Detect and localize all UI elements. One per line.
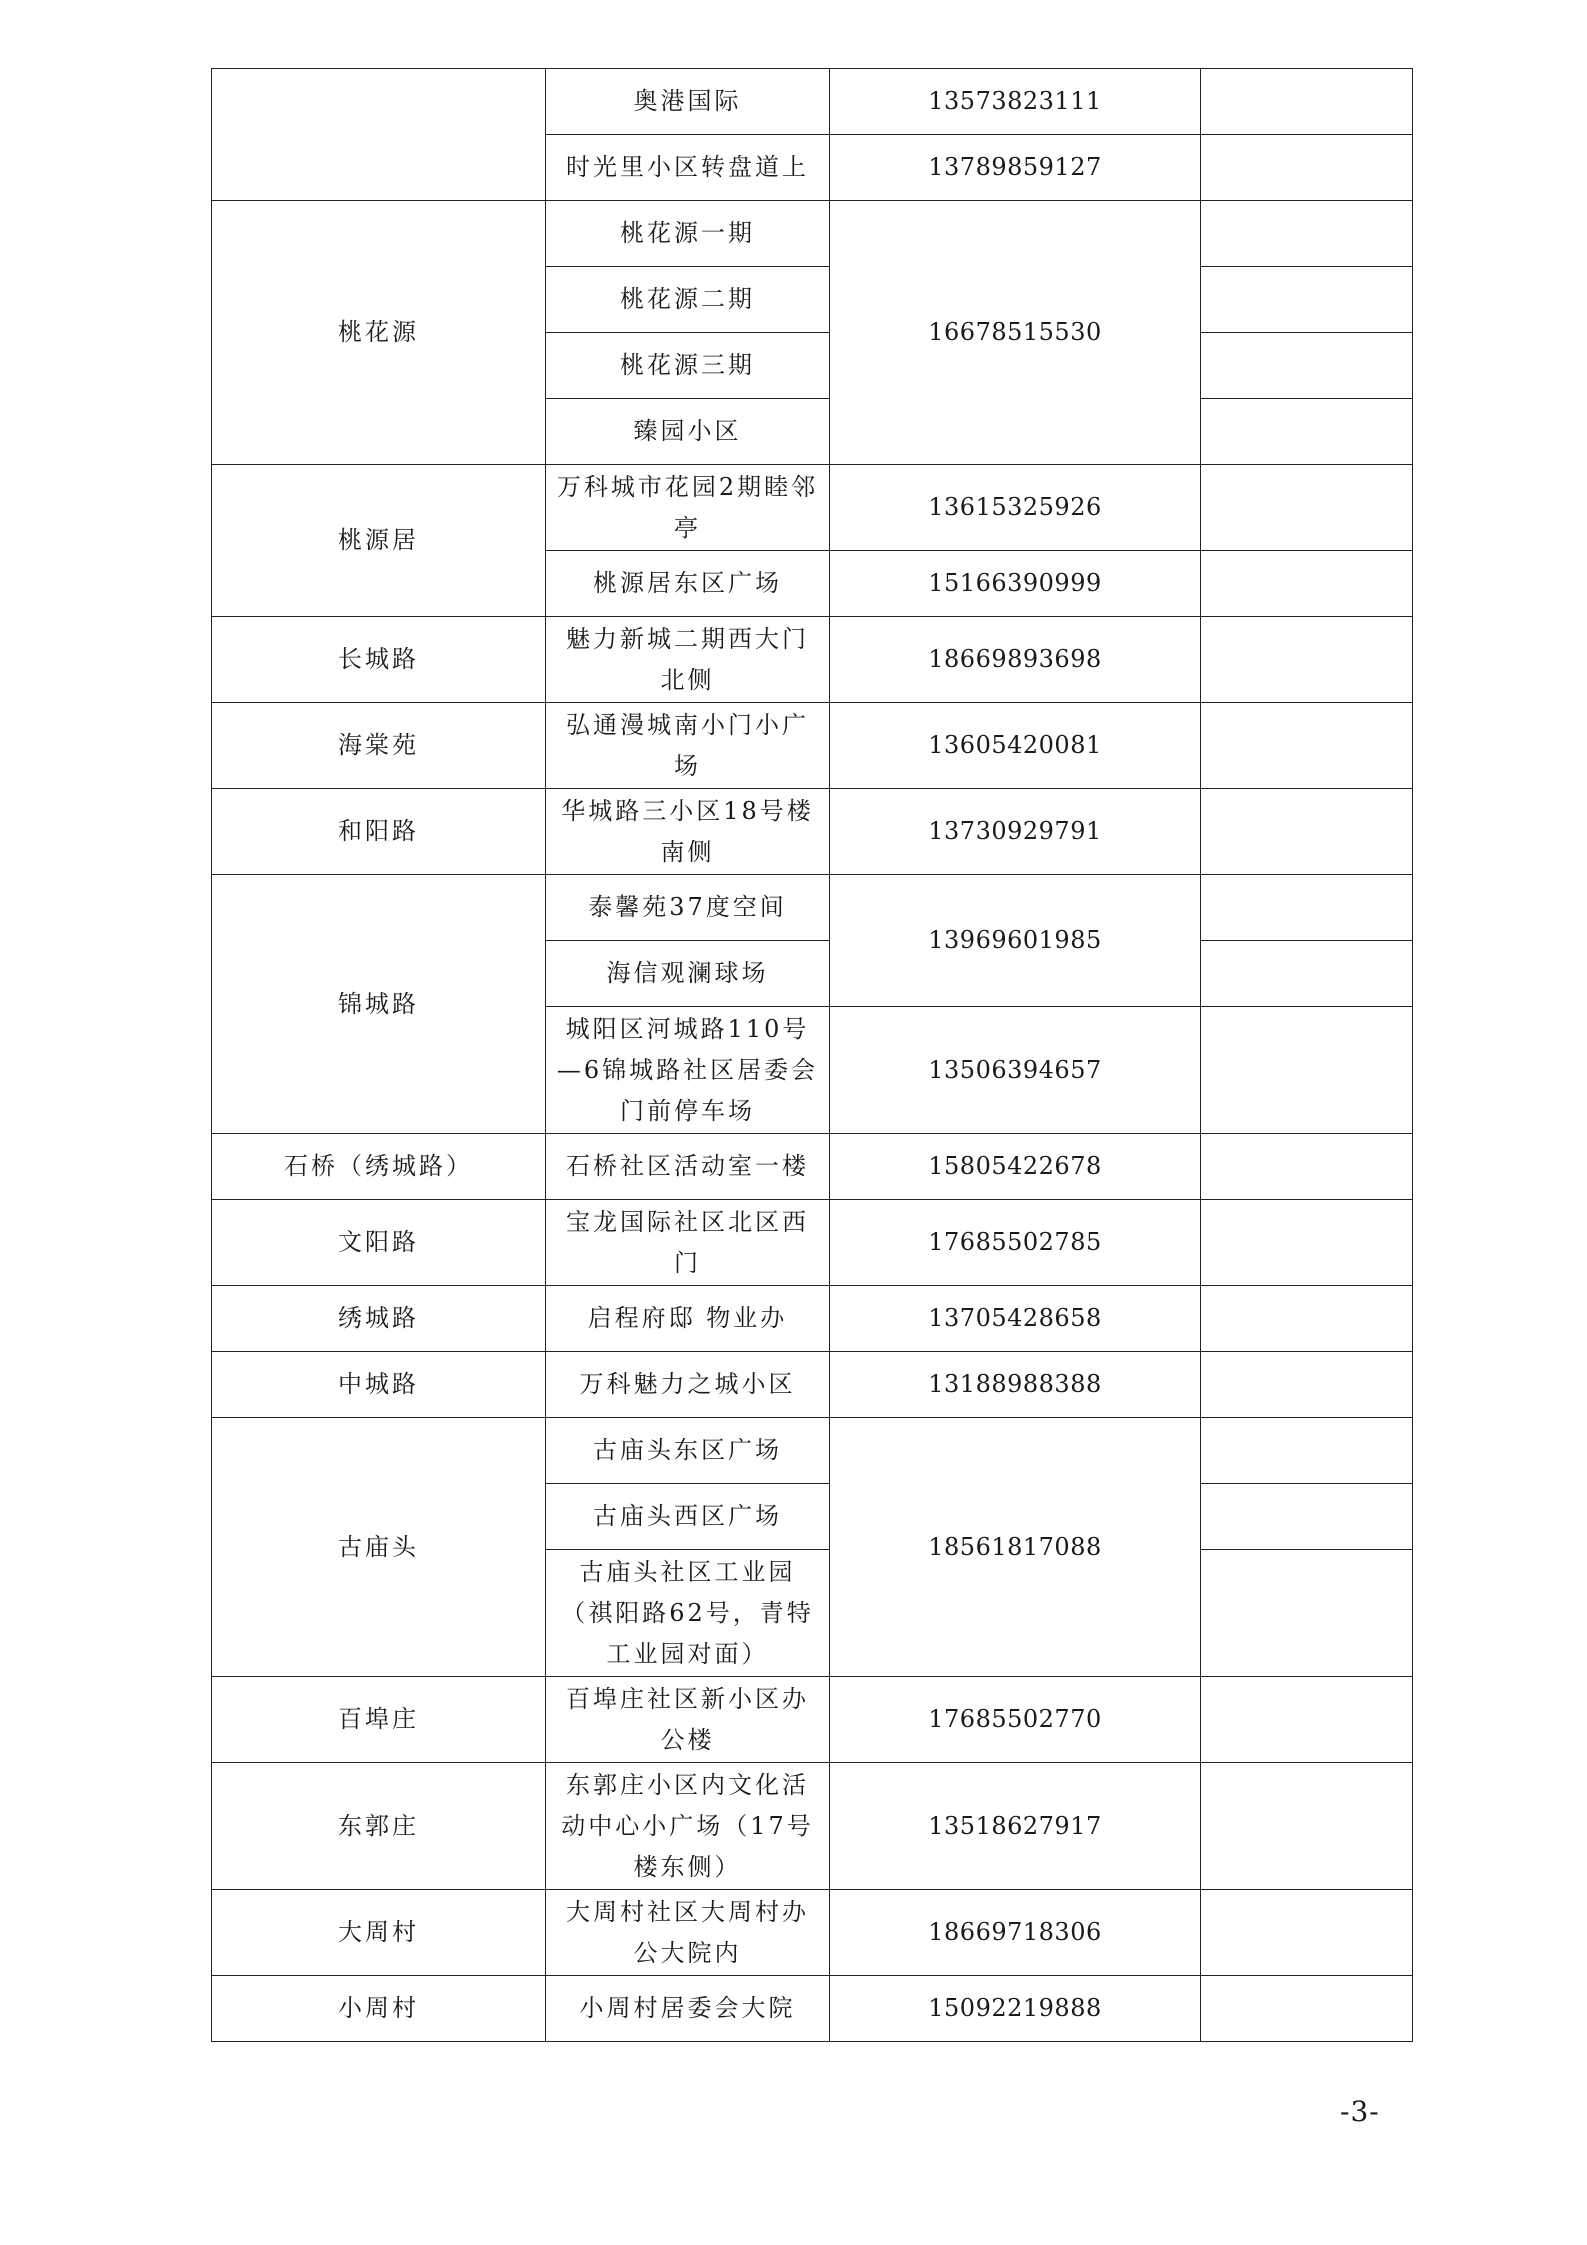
- table-row: [212, 465, 1413, 551]
- phone-cell: 13573823111: [830, 69, 1201, 135]
- remark-cell: [1201, 1763, 1413, 1890]
- phone-cell: 13506394657: [830, 1007, 1201, 1134]
- phone-cell: 15092219888: [830, 1976, 1201, 2042]
- site-cell: 泰馨苑37度空间: [546, 875, 830, 941]
- site-cell: 小周村居委会大院: [546, 1976, 830, 2042]
- table-row: [212, 617, 1413, 703]
- phone-cell: 15805422678: [830, 1134, 1201, 1200]
- site-cell: 桃花源三期: [546, 333, 830, 399]
- table-row: [212, 1763, 1413, 1890]
- remark-cell: [1201, 875, 1413, 941]
- phone-cell: 17685502785: [830, 1200, 1201, 1286]
- site-cell: 百埠庄社区新小区办公楼: [546, 1677, 830, 1763]
- community-cell: 桃花源: [212, 201, 546, 465]
- table-row: [212, 875, 1413, 941]
- remark-cell: [1201, 1677, 1413, 1763]
- community-cell: 文阳路: [212, 1200, 546, 1286]
- phone-cell: 15166390999: [830, 551, 1201, 617]
- community-cell: 石桥（绣城路）: [212, 1134, 546, 1200]
- phone-cell: 13789859127: [830, 135, 1201, 201]
- table-row: [212, 1976, 1413, 2042]
- remark-cell: [1201, 1134, 1413, 1200]
- table-row: [212, 1134, 1413, 1200]
- site-cell: 臻园小区: [546, 399, 830, 465]
- page-number: -3-: [1340, 2095, 1380, 2128]
- remark-cell: [1201, 1007, 1413, 1134]
- phone-cell: 13705428658: [830, 1286, 1201, 1352]
- table-row: [212, 201, 1413, 267]
- community-cell: 桃源居: [212, 465, 546, 617]
- remark-cell: [1201, 1418, 1413, 1484]
- community-cell: 百埠庄: [212, 1677, 546, 1763]
- table-row: [212, 69, 1413, 135]
- phone-cell: 13188988388: [830, 1352, 1201, 1418]
- remark-cell: [1201, 69, 1413, 135]
- table-row: [212, 1418, 1413, 1484]
- table-row: [212, 1286, 1413, 1352]
- remark-cell: [1201, 1890, 1413, 1976]
- community-cell: 大周村: [212, 1890, 546, 1976]
- site-cell: 城阳区河城路110号—6锦城路社区居委会门前停车场: [546, 1007, 830, 1134]
- site-cell: 时光里小区转盘道上: [546, 135, 830, 201]
- phone-cell: 16678515530: [830, 201, 1201, 465]
- community-cell: 海棠苑: [212, 703, 546, 789]
- remark-cell: [1201, 267, 1413, 333]
- site-cell: 古庙头东区广场: [546, 1418, 830, 1484]
- site-cell: 弘通漫城南小门小广场: [546, 703, 830, 789]
- phone-cell: 13969601985: [830, 875, 1201, 1007]
- phone-cell: 17685502770: [830, 1677, 1201, 1763]
- phone-cell: 18669718306: [830, 1890, 1201, 1976]
- remark-cell: [1201, 135, 1413, 201]
- site-cell: 启程府邸 物业办: [546, 1286, 830, 1352]
- site-cell: 宝龙国际社区北区西门: [546, 1200, 830, 1286]
- site-cell: 东郭庄小区内文化活动中心小广场（17号楼东侧）: [546, 1763, 830, 1890]
- phone-cell: 18669893698: [830, 617, 1201, 703]
- remark-cell: [1201, 617, 1413, 703]
- site-cell: 桃花源二期: [546, 267, 830, 333]
- remark-cell: [1201, 551, 1413, 617]
- community-cell: 中城路: [212, 1352, 546, 1418]
- site-cell: 古庙头西区广场: [546, 1484, 830, 1550]
- table-row: [212, 703, 1413, 789]
- table-row: [212, 789, 1413, 875]
- remark-cell: [1201, 941, 1413, 1007]
- community-cell: 小周村: [212, 1976, 546, 2042]
- remark-cell: [1201, 333, 1413, 399]
- phone-cell: 13730929791: [830, 789, 1201, 875]
- remark-cell: [1201, 1976, 1413, 2042]
- remark-cell: [1201, 1200, 1413, 1286]
- site-contact-table: [211, 68, 1413, 2042]
- site-cell: 桃源居东区广场: [546, 551, 830, 617]
- phone-cell: 13615325926: [830, 465, 1201, 551]
- community-cell: 古庙头: [212, 1418, 546, 1677]
- table-row: [212, 1890, 1413, 1976]
- remark-cell: [1201, 1352, 1413, 1418]
- phone-cell: 13605420081: [830, 703, 1201, 789]
- remark-cell: [1201, 703, 1413, 789]
- remark-cell: [1201, 1484, 1413, 1550]
- remark-cell: [1201, 1286, 1413, 1352]
- site-cell: 万科魅力之城小区: [546, 1352, 830, 1418]
- phone-cell: 13518627917: [830, 1763, 1201, 1890]
- remark-cell: [1201, 789, 1413, 875]
- community-cell: 绣城路: [212, 1286, 546, 1352]
- site-cell: 魅力新城二期西大门北侧: [546, 617, 830, 703]
- community-cell: [212, 69, 546, 201]
- site-cell: 大周村社区大周村办公大院内: [546, 1890, 830, 1976]
- community-cell: 长城路: [212, 617, 546, 703]
- table-row: [212, 1200, 1413, 1286]
- community-cell: 东郭庄: [212, 1763, 546, 1890]
- remark-cell: [1201, 1550, 1413, 1677]
- remark-cell: [1201, 201, 1413, 267]
- community-cell: 锦城路: [212, 875, 546, 1134]
- site-cell: 古庙头社区工业园（祺阳路62号，青特工业园对面）: [546, 1550, 830, 1677]
- community-cell: 和阳路: [212, 789, 546, 875]
- site-cell: 桃花源一期: [546, 201, 830, 267]
- table-row: [212, 1352, 1413, 1418]
- site-cell: 奥港国际: [546, 69, 830, 135]
- site-cell: 海信观澜球场: [546, 941, 830, 1007]
- site-cell: 石桥社区活动室一楼: [546, 1134, 830, 1200]
- remark-cell: [1201, 399, 1413, 465]
- site-cell: 华城路三小区18号楼南侧: [546, 789, 830, 875]
- site-cell: 万科城市花园2期睦邻亭: [546, 465, 830, 551]
- remark-cell: [1201, 465, 1413, 551]
- phone-cell: 18561817088: [830, 1418, 1201, 1677]
- table-row: [212, 1677, 1413, 1763]
